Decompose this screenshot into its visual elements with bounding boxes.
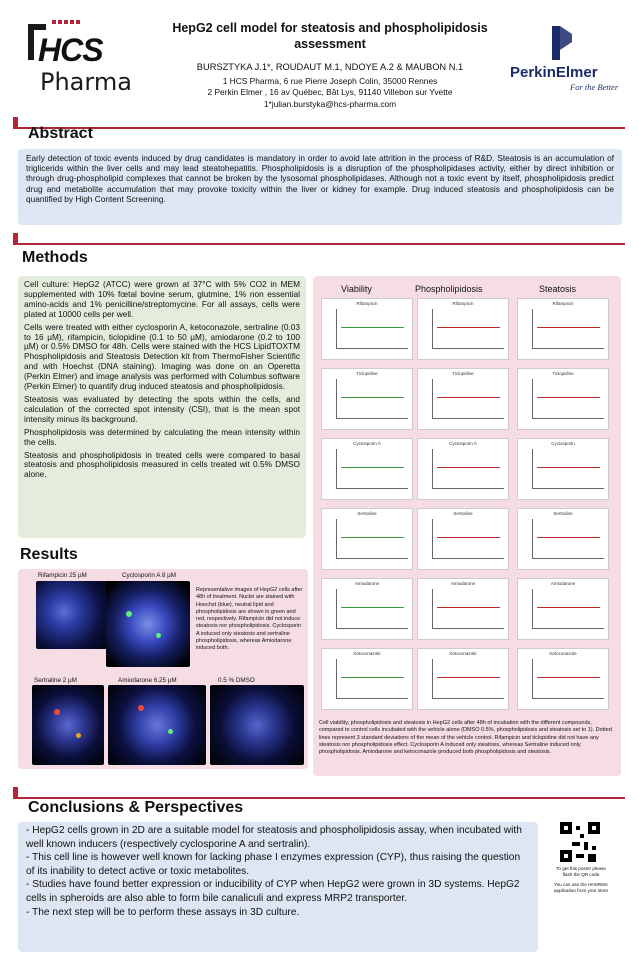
chart-plot-area (532, 379, 604, 419)
chart-plot-area (432, 519, 504, 559)
chart-plot-area (336, 589, 408, 629)
chart-baseline (537, 327, 600, 328)
chart-baseline (437, 537, 500, 538)
conclusions-marker (13, 787, 18, 799)
chart-baseline (341, 397, 404, 398)
results-image-box (18, 569, 308, 769)
image-caption: Representative images of HepG2 cells after 48h of treatment. Nuclei are stained with Hoechst (blue), neutral lipid and phospholipidosis are shown in green and red, respectively. Rifampicin did not induce steatosis nor phospholipidosis. Cyclosporin A induced only steatosis and sertraline phospholipidosis, whereas Amiodarone induced both. (196, 587, 303, 652)
chart-panel-title: Rifampicin (552, 301, 574, 306)
author-block (150, 62, 510, 110)
chart-plot-area (336, 659, 408, 699)
chart-panel (321, 578, 413, 640)
chart-panel-title: Rifampicin (356, 301, 378, 306)
chart-panel-title: Cyclosporin A (449, 441, 477, 446)
pharma-logo-text: Pharma (40, 68, 132, 96)
chart-panel (517, 578, 609, 640)
chart-panel (321, 438, 413, 500)
results-heading: Results (20, 546, 78, 563)
chart-panel (321, 508, 413, 570)
chart-panel-title: Ketoconazole (549, 651, 577, 656)
chart-plot-area (432, 379, 504, 419)
img-label-rifampicin: Rifampicin 25 µM (38, 572, 87, 579)
col-header-phospholipidosis: Phospholipidosis (415, 284, 483, 294)
chart-plot-area (532, 519, 604, 559)
chart-plot-area (532, 309, 604, 349)
chart-panel (417, 368, 509, 430)
chart-panel (517, 508, 609, 570)
perkinelmer-logo (508, 26, 633, 94)
chart-panel (517, 438, 609, 500)
qr-text-1: To get this poster please flash the QR code (556, 866, 606, 877)
abstract-marker (13, 117, 18, 129)
charts-caption: Cell viability, phospholipidosis and steatosis in HepG2 cells after 48h of incubation with the different compounds, compared to control cells incubated with the vehicle alone (DMSO 0.5%, phospholipidosis and steatosis set to 1). Dotted lines represent 3 standard deviations of the mean of the vehicle control. Rifampicin and ticlopidine did not have any steatosis nor phospholipidosis effect. Cyclosporin A induced only steatosis, whereas Sertraline induced only phospholipidosis. Amiodarone and ketoconazole produced both phospholipidosis and steatosis. (319, 720, 612, 756)
methods-p3: Steatosis was evaluated by detecting the spots within the cells, and calculation of the corrected spot intensity (CSI), that is the mean spot intensity minus its background. (24, 393, 300, 424)
chart-panel (417, 578, 509, 640)
chart-panel-title: Sertraline (453, 511, 473, 516)
chart-panel (417, 438, 509, 500)
abstract-heading: Abstract (28, 125, 93, 142)
chart-baseline (437, 397, 500, 398)
chart-panel-title: Amiodarone (450, 581, 476, 586)
methods-p2: Cells were treated with either cyclosporin A, ketoconazole, sertraline (0.03 to 16 µM), rifampicin, ticlopidine (0.1 to 50 µM), amiodarone (0.2 to 100 µM) or 0.5% DMSO for 48h. Cells were stained with the HCS LipidTOXTM Phospholipidosis and Steatosis Detection kit from ThermoFisher Scientific and with Hoechst (DNA staining). Imaging was done on an Operetta (Perkin Elmer) and image analysis was performed with Columbus software (Perkin Elmer) to quantify drug induced steatosis and phospholipidosis. (24, 321, 300, 392)
methods-marker (13, 233, 18, 245)
chart-panel (417, 298, 509, 360)
chart-panel-title: Sertraline (553, 511, 573, 516)
micrograph-cyclosporin (106, 581, 190, 667)
chart-plot-area (532, 659, 604, 699)
conclusion-item-1: - HepG2 cells grown in 2D are a suitable model for steatosis and phospholipidosis assay, when incubated with well known inducers (respectively cyclosporine A and sertralin). (26, 825, 522, 850)
chart-panel-title: Cyclosporin (551, 441, 575, 446)
micrograph-dmso (210, 685, 304, 765)
conclusions-box (18, 822, 538, 952)
chart-panel (517, 648, 609, 710)
chart-panel (321, 298, 413, 360)
title-line1: HepG2 cell model for steatosis and phospholipidosis (172, 21, 488, 35)
methods-box (18, 276, 306, 538)
chart-panel (417, 648, 509, 710)
img-label-cyclosporin: Cyclosporin A 8 µM (122, 572, 177, 579)
abstract-rule (13, 127, 625, 129)
conclusion-item-4: - The next step will be to perform these assays in 3D culture. (26, 906, 300, 918)
img-label-dmso: 0.5 % DMSO (218, 677, 255, 684)
chart-panel-title: Ketoconazole (353, 651, 381, 656)
methods-p4: Phospholipidosis was determined by calculating the mean intensity within the cells. (24, 426, 300, 447)
chart-panel-title: Ticlopidine (552, 371, 574, 376)
affiliation-2: 2 Perkin Elmer , 16 av Québec, Bât Lys, 91140 Villebon sur Yvette (207, 87, 453, 97)
results-charts-box (313, 276, 621, 776)
affiliation-1: 1 HCS Pharma, 6 rue Pierre Joseph Colin, 35000 Rennes (222, 75, 438, 86)
conclusions-heading: Conclusions & Perspectives (28, 799, 244, 816)
poster-title (150, 20, 510, 52)
chart-baseline (437, 467, 500, 468)
chart-panel-title: Sertraline (357, 511, 377, 516)
chart-panel (417, 508, 509, 570)
chart-baseline (537, 537, 600, 538)
chart-plot-area (432, 589, 504, 629)
chart-panel-title: Cyclosporin A (353, 441, 381, 446)
chart-baseline (537, 607, 600, 608)
abstract-text: Early detection of toxic events induced by drug candidates is mandatory in order to avoid late attrition in the process of R&D. Steatosis is an accumulation of triglicerids within the liver cells and may lead steatohepatitis. Phospholipidosis is a disruption of the phospholipidases activity, either by direct inhibition or through drug-phospholipid complexes that cannot be broken by the lysosomal phospholipidases. Although not a toxic event by itself, phospholipidosis predict drug and metabolite accumulation that may provoke toxicity within the liver or kidney for example. Drug induced steatosis and phospholipidosis can be quantified by High Content Screening. (26, 153, 614, 204)
chart-panel (517, 368, 609, 430)
methods-heading: Methods (22, 249, 88, 266)
chart-baseline (537, 467, 600, 468)
methods-text (24, 280, 300, 480)
chart-panel-title: Amiodarone (550, 581, 576, 586)
methods-p5: Steatosis and phospholipidosis in treated cells were compared to basal steatosis and phospholipidosis measured in cells treated wit 0.5% DMSO alone. (24, 449, 300, 480)
conclusion-item-2: - This cell line is however well known for lacking phase I enzymes expression (CYP), thus raising the question of its inability to detect active or toxic metabolites. (26, 852, 521, 877)
chart-plot-area (336, 519, 408, 559)
chart-panel-title: Ticlopidine (452, 371, 474, 376)
conclusion-item-3: - Studies have found better expression or inducibility of CYP when HepG2 were grown in 3D systems. HepG2 cells in spheroids are also able to form bile canaliculi and express MRP2 transporter. (26, 879, 520, 904)
chart-baseline (537, 677, 600, 678)
chart-baseline (341, 327, 404, 328)
chart-plot-area (336, 449, 408, 489)
micrograph-sertraline (32, 685, 104, 765)
micrograph-amiodarone (108, 685, 206, 765)
chart-baseline (537, 397, 600, 398)
chart-baseline (341, 607, 404, 608)
chart-plot-area (532, 449, 604, 489)
methods-p1: Cell culture: HepG2 (ATCC) were grown at 37°C with 5% CO2 in MEM supplemented with 10% fœtal bovine serum, glutmine, 1% non essential amino-acids and 1% penicilline/streptomycine. For all assays, cells were plated at 10000 cells per well. (24, 279, 300, 319)
pe-tagline: For the Better (570, 82, 619, 92)
col-header-viability: Viability (341, 284, 372, 294)
chart-baseline (341, 677, 404, 678)
qr-code[interactable] (560, 822, 600, 862)
chart-panel (517, 298, 609, 360)
hcs-pharma-logo (24, 18, 134, 102)
chart-plot-area (336, 309, 408, 349)
chart-plot-area (432, 309, 504, 349)
chart-plot-area (336, 379, 408, 419)
authors: BURSZTYKA J.1*, ROUDAUT M.1, NDOYE A.2 & MAUBON N.1 (196, 62, 464, 72)
title-line2: assessment (294, 37, 366, 51)
hcs-logo-text: HCS (38, 32, 103, 68)
chart-panel (321, 368, 413, 430)
col-header-steatosis: Steatosis (539, 284, 577, 294)
methods-rule (13, 243, 625, 245)
contact-email: 1*julian.burstyka@hcs-pharma.com (263, 98, 397, 109)
img-label-amiodarone: Amiodarone 6.25 µM (118, 677, 177, 684)
chart-panel-title: Amiodarone (354, 581, 380, 586)
chart-baseline (341, 537, 404, 538)
chart-panel-title: Ticlopidine (356, 371, 378, 376)
chart-plot-area (432, 659, 504, 699)
chart-plot-area (432, 449, 504, 489)
abstract-box (18, 149, 622, 225)
img-label-sertraline: Sertraline 2 µM (34, 677, 77, 684)
pe-wordmark: PerkinElmer (510, 64, 598, 81)
chart-baseline (437, 607, 500, 608)
chart-panel (321, 648, 413, 710)
chart-panel-title: Rifampicin (452, 301, 474, 306)
chart-plot-area (532, 589, 604, 629)
chart-baseline (437, 677, 500, 678)
qr-text-2: You can use the HHSRMA application from your store (553, 882, 609, 893)
chart-baseline (341, 467, 404, 468)
chart-panel-title: Ketoconazole (449, 651, 477, 656)
micrograph-rifampicin (36, 581, 116, 649)
chart-baseline (437, 327, 500, 328)
